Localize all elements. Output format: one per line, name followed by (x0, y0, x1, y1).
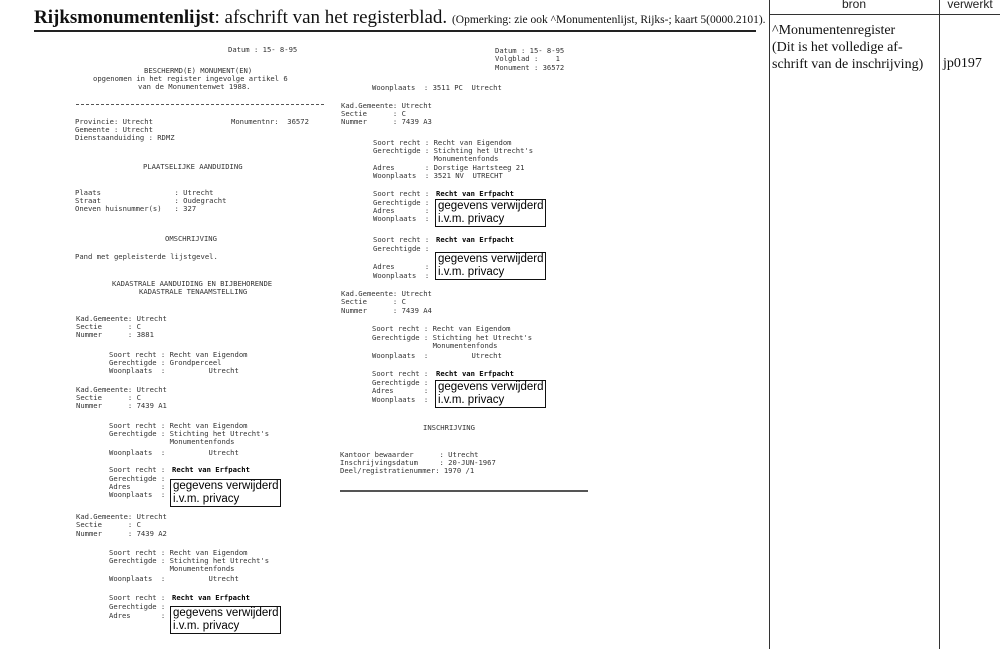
end-divider (340, 490, 588, 492)
gerechtigde-label: Gerechtigde : (373, 198, 430, 207)
woonplaats: Woonplaats : Utrecht (109, 574, 239, 583)
source-table (769, 0, 1000, 649)
soort-recht: Soort recht : Recht van Eigendom (109, 350, 248, 359)
heading-beschermd: BESCHERMD(E) MONUMENT(EN) (144, 66, 253, 75)
bron-cell (772, 22, 940, 73)
nummer: Nummer : 3881 (76, 330, 154, 339)
column-header-verwerkt: verwerkt (947, 0, 993, 11)
soort-recht-erfpacht: Recht van Erfpacht (172, 593, 250, 602)
adres-label: Adres : (109, 482, 166, 491)
gerechtigde: Gerechtigde : Stichting het Utrecht's (372, 333, 533, 342)
heading-inschrijving: INSCHRIJVING (423, 423, 475, 432)
woonplaats-label: Woonplaats : (372, 395, 429, 404)
table-header-divider (769, 14, 1000, 15)
woonplaats: Woonplaats : Utrecht (109, 448, 239, 457)
soort-recht-label: Soort recht : (373, 235, 430, 244)
gerechtigde: Gerechtigde : Grondperceel (109, 358, 222, 367)
gerechtigde-label: Gerechtigde : (372, 378, 429, 387)
heading-opgenomen: opgenomen in het register ingevolge artikel 6 (93, 74, 288, 83)
title-bold: Rijksmonumentenlijst (34, 7, 215, 28)
heading-kadastrale-2: KADASTRALE TENAAMSTELLING (139, 287, 248, 296)
redaction-line-1: gegevens verwijderd (438, 253, 544, 265)
gerechtigde-cont: Monumentenfonds (109, 564, 235, 573)
redaction-line-2: i.v.m. privacy (438, 394, 505, 406)
woonplaats: Woonplaats : Utrecht (372, 351, 502, 360)
adres-label: Adres : (109, 611, 166, 620)
gerechtigde-cont: Monumentenfonds (372, 341, 498, 350)
privacy-redaction-box (435, 252, 546, 280)
dashed-divider (76, 104, 324, 105)
privacy-redaction-box (435, 199, 546, 227)
datum: Datum : 15- 8-95 (495, 46, 565, 55)
sectie: Sectie : C (76, 322, 141, 331)
privacy-redaction-box (435, 380, 546, 408)
nummer: Nummer : 7439 A4 (341, 306, 432, 315)
gerechtigde-cont: Monumentenfonds (109, 437, 235, 446)
plaats: Plaats : Utrecht (75, 188, 214, 197)
adres-label: Adres : (373, 262, 430, 271)
bron-line: ^Monumentenregister (772, 23, 896, 38)
monumentnr: Monumentnr: 36572 (231, 117, 309, 126)
adres-label: Adres : (373, 206, 430, 215)
woonplaats-label: Woonplaats : (373, 214, 430, 223)
soort-recht: Soort recht : Recht van Eigendom (109, 548, 248, 557)
soort-recht-erfpacht: Recht van Erfpacht (436, 369, 514, 378)
deel-registratienummer: Deel/registratienummer: 1970 /1 (340, 466, 475, 475)
straat: Straat : Oudegracht (75, 196, 227, 205)
heading-plaatselijke-aanduiding: PLAATSELIJKE AANDUIDING (143, 162, 243, 171)
kad-gemeente: Kad.Gemeente: Utrecht (76, 385, 167, 394)
adres-label: Adres : (372, 386, 429, 395)
gerechtigde-cont: Monumentenfonds (373, 154, 499, 163)
sectie: Sectie : C (341, 297, 406, 306)
redaction-line-2: i.v.m. privacy (438, 213, 505, 225)
gerechtigde: Gerechtigde : Stichting het Utrecht's (109, 429, 270, 438)
woonplaats-label: Woonplaats : (373, 271, 430, 280)
kantoor-bewaarder: Kantoor bewaarder : Utrecht (340, 450, 479, 459)
table-border-middle (939, 0, 940, 649)
soort-recht: Soort recht : Recht van Eigendom (109, 421, 248, 430)
heading-monumentenwet: van de Monumentenwet 1988. (138, 82, 251, 91)
gerechtigde: Gerechtigde : Stichting het Utrecht's (109, 556, 270, 565)
datum: Datum : 15- 8-95 (228, 45, 298, 54)
soort-recht: Soort recht : Recht van Eigendom (373, 138, 512, 147)
woonplaats-label: Woonplaats : (109, 490, 166, 499)
sectie: Sectie : C (76, 520, 141, 529)
woonplaats: Woonplaats : 3521 NV UTRECHT (373, 171, 503, 180)
column-header-bron: bron (841, 0, 867, 11)
soort-recht-label: Soort recht : (373, 189, 430, 198)
sectie: Sectie : C (76, 393, 141, 402)
table-border-left (769, 0, 770, 649)
kad-gemeente: Kad.Gemeente: Utrecht (76, 314, 167, 323)
redaction-line-2: i.v.m. privacy (438, 266, 505, 278)
gemeente: Gemeente : Utrecht (75, 125, 153, 134)
heading-omschrijving: OMSCHRIJVING (165, 234, 217, 243)
volgblad: Volgblad : 1 (495, 54, 560, 63)
dienstaanduiding: Dienstaanduiding : RDMZ (75, 133, 175, 142)
gerechtigde: Gerechtigde : Stichting het Utrecht's (373, 146, 534, 155)
redaction-line-2: i.v.m. privacy (173, 493, 240, 505)
soort-recht: Soort recht : Recht van Eigendom (372, 324, 511, 333)
woonplaats: Woonplaats : Utrecht (109, 366, 239, 375)
privacy-redaction-box (170, 606, 281, 634)
document-title (34, 7, 766, 29)
kad-gemeente: Kad.Gemeente: Utrecht (341, 289, 432, 298)
woonplaats: Woonplaats : 3511 PC Utrecht (372, 83, 502, 92)
gerechtigde-label: Gerechtigde : (109, 474, 166, 483)
omschrijving: Pand met gepleisterde lijstgevel. (75, 252, 218, 261)
redaction-line-1: gegevens verwijderd (438, 200, 544, 212)
nummer: Nummer : 7439 A2 (76, 529, 167, 538)
provincie: Provincie: Utrecht (75, 117, 153, 126)
kad-gemeente: Kad.Gemeente: Utrecht (341, 101, 432, 110)
nummer: Nummer : 7439 A3 (341, 117, 432, 126)
verwerkt-cell: jp0197 (943, 56, 982, 71)
redaction-line-1: gegevens verwijderd (438, 381, 544, 393)
redaction-line-1: gegevens verwijderd (173, 480, 279, 492)
title-note: (Opmerking: zie ook ^Monumentenlijst, Rijks-; kaart 5(0000.2101). (451, 14, 766, 26)
bron-line: schrift van de inschrijving) (772, 57, 924, 72)
soort-recht-erfpacht: Recht van Erfpacht (436, 235, 514, 244)
monument: Monument : 36572 (495, 63, 565, 72)
soort-recht-label: Soort recht : (372, 369, 429, 378)
document-header (34, 4, 766, 32)
nummer: Nummer : 7439 A1 (76, 401, 167, 410)
privacy-redaction-box (170, 479, 281, 507)
kad-gemeente: Kad.Gemeente: Utrecht (76, 512, 167, 521)
inschrijvingsdatum: Inschrijvingsdatum : 20-JUN-1967 (340, 458, 496, 467)
gerechtigde-label: Gerechtigde : (109, 602, 166, 611)
gerechtigde-label: Gerechtigde : (373, 244, 430, 253)
sectie: Sectie : C (341, 109, 406, 118)
bron-line: (Dit is het volledige af- (772, 40, 903, 55)
title-rest: : afschrift van het registerblad. (214, 7, 448, 28)
huisnummer: Oneven huisnummer(s) : 327 (75, 204, 197, 213)
soort-recht-label: Soort recht : (109, 465, 166, 474)
soort-recht-erfpacht: Recht van Erfpacht (436, 189, 514, 198)
redaction-line-2: i.v.m. privacy (173, 620, 240, 632)
soort-recht-label: Soort recht : (109, 593, 166, 602)
heading-kadastrale-1: KADASTRALE AANDUIDING EN BIJBEHORENDE (112, 279, 273, 288)
redaction-line-1: gegevens verwijderd (173, 607, 279, 619)
soort-recht-erfpacht: Recht van Erfpacht (172, 465, 250, 474)
adres: Adres : Dorstige Hartsteeg 21 (373, 163, 525, 172)
